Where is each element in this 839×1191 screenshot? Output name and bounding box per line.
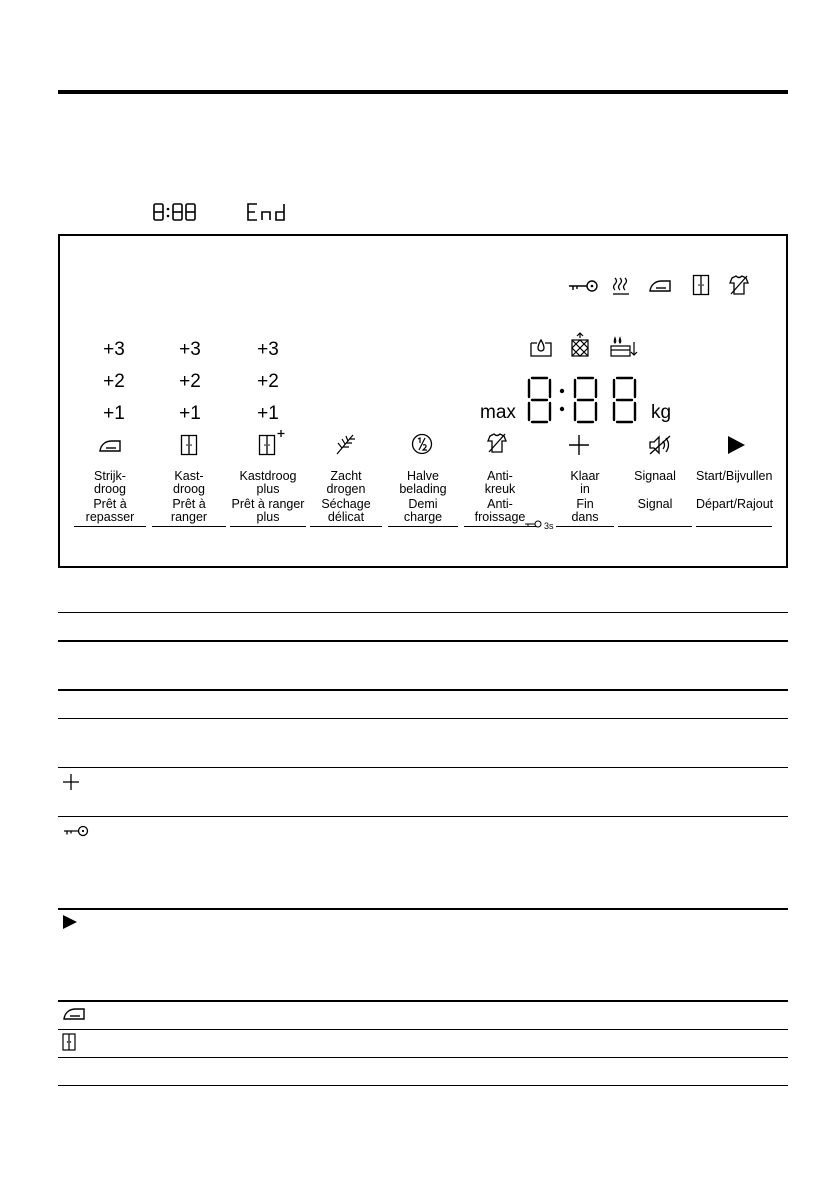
button-label-nl: Zacht drogen xyxy=(326,469,366,496)
half-load-button-icon[interactable] xyxy=(411,433,433,455)
button-underline xyxy=(74,526,146,527)
heat-icon xyxy=(612,276,630,296)
table-rule xyxy=(58,1000,788,1002)
button-zacht-drogen[interactable] xyxy=(310,470,382,523)
button-underline xyxy=(152,526,226,527)
filter-icon xyxy=(570,332,590,358)
button-strijkdroog[interactable] xyxy=(74,470,146,523)
button-underline xyxy=(230,526,306,527)
cupboard-button-icon[interactable] xyxy=(180,434,198,456)
signal-mute-button-icon[interactable] xyxy=(648,434,674,456)
button-underline xyxy=(696,526,772,527)
plus-icon xyxy=(62,773,80,791)
cupboard-plus-button-icon[interactable] xyxy=(258,428,288,456)
iron-icon xyxy=(62,1006,86,1022)
button-label-fr: Départ/Rajout xyxy=(696,497,774,511)
table-rule xyxy=(58,908,788,910)
button-underline xyxy=(556,526,614,527)
level-plus1-col2: +1 xyxy=(179,403,201,424)
table-rule xyxy=(58,1057,788,1058)
button-label-nl: Anti- kreuk xyxy=(484,469,516,496)
level-plus3-col2: +3 xyxy=(179,339,201,360)
level-plus2-col2: +2 xyxy=(179,371,201,392)
level-plus1-col1: +1 xyxy=(103,403,125,424)
kg-label: kg xyxy=(651,402,672,423)
table-rule xyxy=(58,689,788,691)
button-label-nl: Kast- droog xyxy=(173,469,205,496)
table-rule xyxy=(58,1085,788,1086)
main-display xyxy=(526,376,642,424)
key-icon xyxy=(62,824,90,838)
header-display-end xyxy=(246,201,288,223)
play-icon xyxy=(62,914,78,930)
button-halve-belading[interactable] xyxy=(388,470,458,523)
button-label-fr: Fin dans xyxy=(571,497,599,524)
table-rule xyxy=(58,612,788,613)
iron-icon xyxy=(648,278,672,294)
button-label-nl: Strijk- droog xyxy=(94,469,126,496)
key-icon xyxy=(566,278,600,294)
condenser-icon xyxy=(610,336,638,358)
button-label-fr: Prêt à ranger plus xyxy=(231,497,305,524)
level-plus2-col1: +2 xyxy=(103,371,125,392)
feather-button-icon[interactable] xyxy=(334,432,358,456)
button-label-fr: Signal xyxy=(637,497,673,511)
button-label-fr: Séchage délicat xyxy=(321,497,371,524)
cupboard-icon xyxy=(62,1033,76,1051)
plus-button-icon[interactable] xyxy=(568,434,590,456)
button-klaar-in[interactable] xyxy=(556,470,614,523)
button-label-nl: Start/Bijvullen xyxy=(696,469,773,483)
key-hold-duration: 3s xyxy=(544,521,554,531)
water-tank-icon xyxy=(530,337,552,357)
button-kastdroog-plus[interactable] xyxy=(230,470,306,523)
button-anti-kreuk[interactable] xyxy=(464,470,536,523)
level-plus3-col3: +3 xyxy=(257,339,279,360)
button-signaal[interactable] xyxy=(618,470,692,511)
button-start[interactable] xyxy=(696,470,772,511)
table-rule xyxy=(58,767,788,768)
table-rule xyxy=(58,640,788,642)
button-label-nl: Klaar in xyxy=(570,469,600,496)
table-rule xyxy=(58,718,788,719)
max-label: max xyxy=(480,402,516,423)
play-button-icon[interactable] xyxy=(726,435,746,455)
table-rule xyxy=(58,816,788,817)
button-label-nl: Signaal xyxy=(634,469,676,483)
control-panel xyxy=(58,234,788,568)
anti-crease-button-icon[interactable] xyxy=(486,432,508,454)
top-rule xyxy=(58,90,788,94)
level-plus3-col1: +3 xyxy=(103,339,125,360)
iron-button-icon[interactable] xyxy=(98,438,122,454)
button-label-fr: Prêt à repasser xyxy=(85,497,135,524)
button-underline xyxy=(388,526,458,527)
button-label-nl: Kastdroog plus xyxy=(239,469,297,496)
table-rule xyxy=(58,1029,788,1030)
button-underline xyxy=(310,526,382,527)
button-label-fr: Anti- froissage xyxy=(474,497,526,524)
button-underline xyxy=(618,526,692,527)
button-label-fr: Prêt à ranger xyxy=(170,497,208,524)
button-label-nl: Halve belading xyxy=(399,469,447,496)
cupboard-icon xyxy=(692,274,710,296)
level-plus2-col3: +2 xyxy=(257,371,279,392)
header-display-digits xyxy=(152,201,198,223)
button-kastdroog[interactable] xyxy=(152,470,226,523)
key-hold-icon xyxy=(524,519,542,529)
button-label-fr: Demi charge xyxy=(403,497,443,524)
shirt-icon xyxy=(728,274,750,296)
level-plus1-col3: +1 xyxy=(257,403,279,424)
